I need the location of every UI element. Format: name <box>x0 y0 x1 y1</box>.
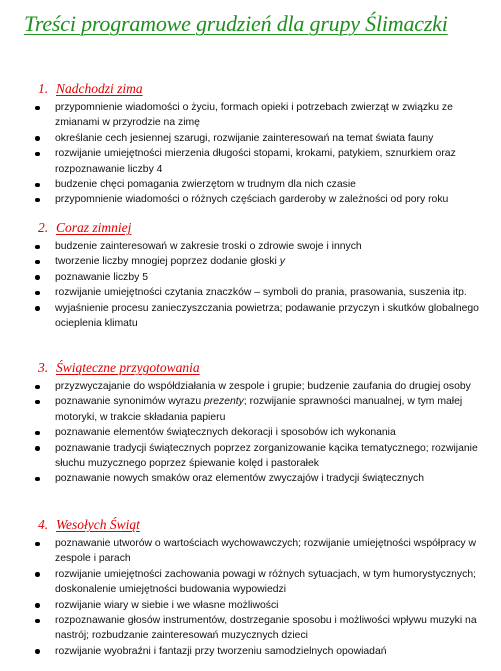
bullet-icon <box>35 106 40 111</box>
list-item <box>0 536 501 567</box>
bullet-icon <box>35 649 40 654</box>
bullet-icon <box>35 572 40 577</box>
section-item-list <box>0 379 501 487</box>
bullet-icon <box>35 385 40 390</box>
bullet-icon <box>35 275 40 280</box>
list-item <box>0 613 501 644</box>
list-item-text: przyzwyczajanie do współdziałania w zespole i grupie; budzenie zaufania do drugiej osoby <box>55 381 471 392</box>
list-item <box>0 425 501 440</box>
list-item <box>0 270 501 285</box>
list-item-text: rozwijanie umiejętności zachowania powagi w różnych sytuacjach, w tym humorystycznych; doskonalenie umiejętności budowania wypowiedzi <box>55 568 476 596</box>
bullet-icon <box>35 400 40 405</box>
list-item <box>0 644 501 659</box>
list-item <box>0 239 501 254</box>
list-item <box>0 394 501 425</box>
bullet-icon <box>35 260 40 265</box>
list-item <box>0 131 501 146</box>
list-item-text: tworzenie liczby mnogiej poprzez dodanie głoski y <box>55 256 285 268</box>
list-item-text: poznawanie liczby 5 <box>55 271 148 283</box>
section-item-list <box>0 536 501 659</box>
section-heading-text: Coraz zimniej <box>56 220 132 235</box>
list-item <box>0 100 501 131</box>
section-number: 3. <box>38 360 49 375</box>
list-item <box>0 192 501 207</box>
bullet-icon <box>35 477 40 482</box>
list-item-text: wyjaśnienie procesu zanieczyszczania powietrza; podawanie przyczyn i skutków globalnego ocieplenia klimatu <box>55 302 479 330</box>
list-item-text: poznawanie utworów o wartościach wychowawczych; rozwijanie umiejętności współpracy w zespole i parach <box>55 538 476 565</box>
bullet-icon <box>35 291 40 296</box>
list-item-text: rozpoznawanie głosów instrumentów, dostrzeganie sposobu i możliwości wpływu muzyki na nastrój; rozbudzanie zainteresowań muzycznych dzieci <box>55 615 477 642</box>
section-heading-text: Nadchodzi zima <box>56 81 143 96</box>
list-item <box>0 301 501 332</box>
list-item <box>0 177 501 192</box>
section-heading-text: Świąteczne przygotowania <box>56 360 200 375</box>
list-item-text: rozwijanie umiejętności czytania znaczków – symboli do prania, prasowania, suszenia itp. <box>55 287 467 299</box>
bullet-icon <box>35 183 40 188</box>
bullet-icon <box>35 431 40 436</box>
list-item-text: rozwijanie umiejętności mierzenia długości stopami, krokami, patykiem, sznurkiem oraz rozpoznawanie liczby 4 <box>55 148 456 175</box>
list-item-text: poznawanie synonimów wyrazu prezenty; rozwijanie sprawności manualnej, w tym małej motoryki, w trakcie składania papieru <box>55 396 463 423</box>
bullet-icon <box>35 446 40 451</box>
list-item <box>0 567 501 598</box>
list-item <box>0 254 501 269</box>
bullet-icon <box>35 603 40 608</box>
bullet-icon <box>35 198 40 203</box>
list-item-text: przypomnienie wiadomości o życiu, formach opieki i potrzebach zwierząt w związku ze zmianami w przyrodzie na zimę <box>55 102 453 129</box>
document-title: Treści programowe grudzień dla grupy Ślimaczki <box>24 11 448 36</box>
list-item <box>0 441 501 472</box>
section-heading <box>38 360 200 376</box>
bullet-icon <box>35 152 40 157</box>
section-heading <box>38 220 131 236</box>
section-number: 4. <box>38 517 49 532</box>
bullet-icon <box>35 136 40 141</box>
list-item-text: rozwijanie wyobraźni i fantazji przy tworzeniu samodzielnych opowiadań <box>55 645 387 657</box>
section-number: 1. <box>38 81 49 96</box>
list-item-text: poznawanie elementów świątecznych dekoracji i sposobów ich wykonania <box>55 427 396 439</box>
list-item <box>0 379 501 394</box>
bullet-icon <box>35 245 40 250</box>
list-item <box>0 285 501 300</box>
bullet-icon <box>35 542 40 547</box>
list-item-text: poznawanie tradycji świątecznych poprzez zorganizowanie kącika tematycznego; rozwijanie słuchu muzycznego poprzez śpiewanie kolęd i pastorałek <box>55 442 478 470</box>
list-item-text: poznawanie nowych smaków oraz elementów zwyczajów i tradycji świątecznych <box>55 473 425 485</box>
list-item-text: budzenie zainteresowań w zakresie troski o zdrowie swoje i innych <box>55 241 362 252</box>
list-item-text: określanie cech jesiennej szarugi, rozwijanie zainteresowań na temat świata fauny <box>55 132 434 144</box>
section-item-list <box>0 100 501 208</box>
section-heading-text: Wesołych Świąt <box>56 517 140 532</box>
section-heading <box>38 81 143 97</box>
list-item <box>0 598 501 613</box>
section-item-list <box>0 239 501 331</box>
section-heading <box>38 517 140 533</box>
section-number: 2. <box>38 220 49 235</box>
bullet-icon <box>35 306 40 311</box>
list-item-text: przypomnienie wiadomości o różnych częściach garderoby w zależności od pory roku <box>55 194 449 206</box>
bullet-icon <box>35 619 40 624</box>
list-item-text: rozwijanie wiary w siebie i we własne możliwości <box>55 599 279 611</box>
list-item <box>0 146 501 177</box>
list-item <box>0 471 501 486</box>
list-item-text: budzenie chęci pomagania zwierzętom w trudnym dla nich czasie <box>55 179 356 191</box>
